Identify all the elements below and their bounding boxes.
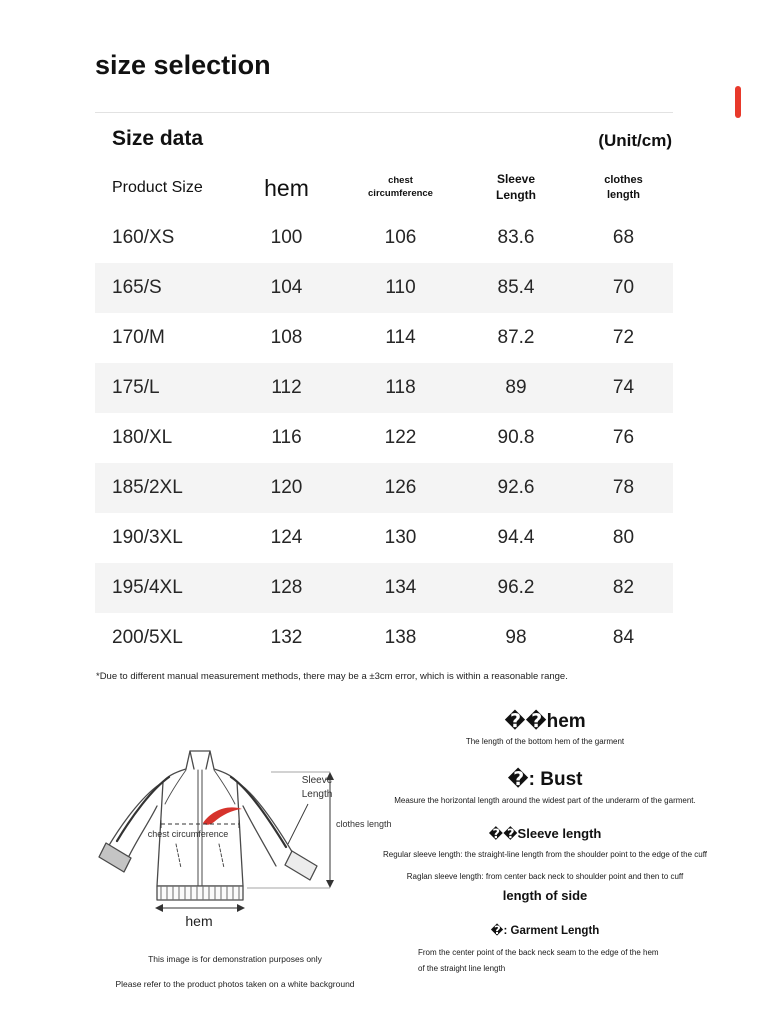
hem-heading: ��hem [504, 711, 586, 732]
size-value-cell: 118 [385, 377, 416, 398]
size-value-cell: 124 [270, 527, 303, 548]
product-size-cell: 165/S [112, 277, 162, 298]
product-size-cell: 195/4XL [112, 577, 183, 598]
brand-logo-swoosh-icon [203, 807, 242, 824]
size-value-cell: 134 [384, 577, 417, 598]
size-value-cell: 72 [612, 327, 635, 348]
garment-length-description-1: From the center point of the back neck seam to the edge of the hem [418, 948, 659, 957]
product-size-cell: 185/2XL [112, 477, 183, 498]
size-value-cell: 80 [612, 527, 635, 548]
size-value-cell: 122 [384, 427, 417, 448]
size-value-cell: 96.2 [497, 577, 535, 598]
size-value-cell: 87.2 [497, 327, 535, 348]
size-value-cell: 110 [385, 277, 416, 298]
size-value-cell: 74 [612, 377, 635, 398]
size-table-body [95, 213, 673, 663]
size-value-cell: 120 [270, 477, 303, 498]
size-value-cell: 128 [270, 577, 303, 598]
jacket-body [157, 769, 243, 886]
size-value-cell: 100 [270, 227, 303, 248]
reference-note: Please refer to the product photos taken on a white background [115, 979, 355, 989]
column-header-sleeve-label: Sleeve Length [496, 172, 536, 202]
size-table-row [95, 463, 673, 513]
sleeve-raglan-description: Raglan sleeve length: from center back neck to shoulder point and then to cuff [406, 872, 684, 881]
section-title: Size data [112, 127, 204, 150]
page-title: size selection [95, 50, 271, 80]
clothes-length-diagram-label: clothes length [336, 819, 392, 829]
size-table-row [95, 413, 673, 463]
size-value-cell: 126 [384, 477, 417, 498]
size-value-cell: 89 [505, 377, 527, 398]
size-table-row [95, 513, 673, 563]
length-of-side-heading: length of side [502, 888, 588, 903]
sleeve-length-diagram-label: Sleeve Length [301, 775, 333, 800]
product-size-cell: 200/5XL [112, 627, 183, 648]
garment-length-heading: �: Garment Length [490, 925, 600, 937]
size-table-row [95, 363, 673, 413]
size-value-cell: 78 [612, 477, 635, 498]
garment-length-description-2: of the straight line length [418, 964, 506, 973]
product-size-cell: 160/XS [112, 227, 175, 248]
hem-diagram-label: hem [185, 913, 213, 929]
size-table-header-row [95, 163, 673, 213]
accent-bar [735, 86, 741, 118]
sleeve-length-heading: ��Sleeve length [488, 826, 602, 841]
product-size-cell: 180/XL [112, 427, 173, 448]
bust-description: Measure the horizontal length around the widest part of the underarm of the garment. [394, 796, 696, 805]
measurement-descriptions [366, 710, 724, 973]
size-table-row [95, 313, 673, 363]
size-value-cell: 92.6 [497, 477, 535, 498]
size-table [95, 163, 673, 663]
jacket-right-cuff [285, 851, 317, 880]
chest-circumference-diagram-label: chest circumference [147, 829, 229, 839]
size-value-cell: 112 [271, 377, 302, 398]
size-value-cell: 83.6 [497, 227, 535, 248]
size-table-row [95, 263, 673, 313]
size-value-cell: 76 [612, 427, 635, 448]
size-value-cell: 84 [612, 627, 635, 648]
jacket-zipper [198, 770, 202, 886]
sleeve-length-line [288, 804, 308, 844]
size-value-cell: 108 [270, 327, 303, 348]
size-value-cell: 106 [384, 227, 417, 248]
size-value-cell: 114 [385, 327, 416, 348]
sleeve-regular-description: Regular sleeve length: the straight-line length from the shoulder point to the edge of the cuff [382, 850, 708, 859]
column-header-sleeve-length [458, 163, 574, 213]
unit-label: (Unit/cm) [598, 131, 672, 150]
size-value-cell: 130 [384, 527, 417, 548]
size-value-cell: 116 [271, 427, 302, 448]
size-table-row [95, 213, 673, 263]
column-header-chest-circumference [343, 163, 458, 213]
column-header-hem: hem [264, 174, 309, 201]
hem-description: The length of the bottom hem of the garment [465, 737, 625, 746]
size-value-cell: 68 [612, 227, 635, 248]
column-header-chest-label: chest circumference [368, 175, 433, 199]
product-size-cell: 170/M [112, 327, 165, 348]
product-size-cell: 175/L [112, 377, 160, 398]
jacket-left-cuff [99, 843, 131, 872]
size-table-row [95, 563, 673, 613]
size-value-cell: 132 [270, 627, 303, 648]
size-value-cell: 90.8 [497, 427, 535, 448]
jacket-right-sleeve [237, 782, 294, 866]
measurement-footnote: *Due to different manual measurement methods, there may be a ±3cm error, which is within a reasonable range. [96, 671, 568, 682]
section-divider [95, 112, 673, 113]
size-value-cell: 85.4 [497, 277, 535, 298]
size-value-cell: 70 [612, 277, 635, 298]
jacket-left-sleeve [108, 782, 163, 858]
size-value-cell: 104 [270, 277, 303, 298]
product-size-cell: 190/3XL [112, 527, 183, 548]
column-header-product-size: Product Size [112, 179, 203, 196]
size-value-cell: 98 [505, 627, 527, 648]
jacket-hem-band [157, 886, 243, 900]
bust-heading: �: Bust [507, 769, 583, 790]
size-table-row [95, 613, 673, 663]
column-header-clothes-length [574, 163, 673, 213]
size-value-cell: 82 [612, 577, 635, 598]
size-value-cell: 138 [384, 627, 417, 648]
demonstration-note: This image is for demonstration purposes only [148, 954, 322, 964]
size-value-cell: 94.4 [497, 527, 535, 548]
column-header-clothes-label: clothes length [604, 174, 643, 201]
